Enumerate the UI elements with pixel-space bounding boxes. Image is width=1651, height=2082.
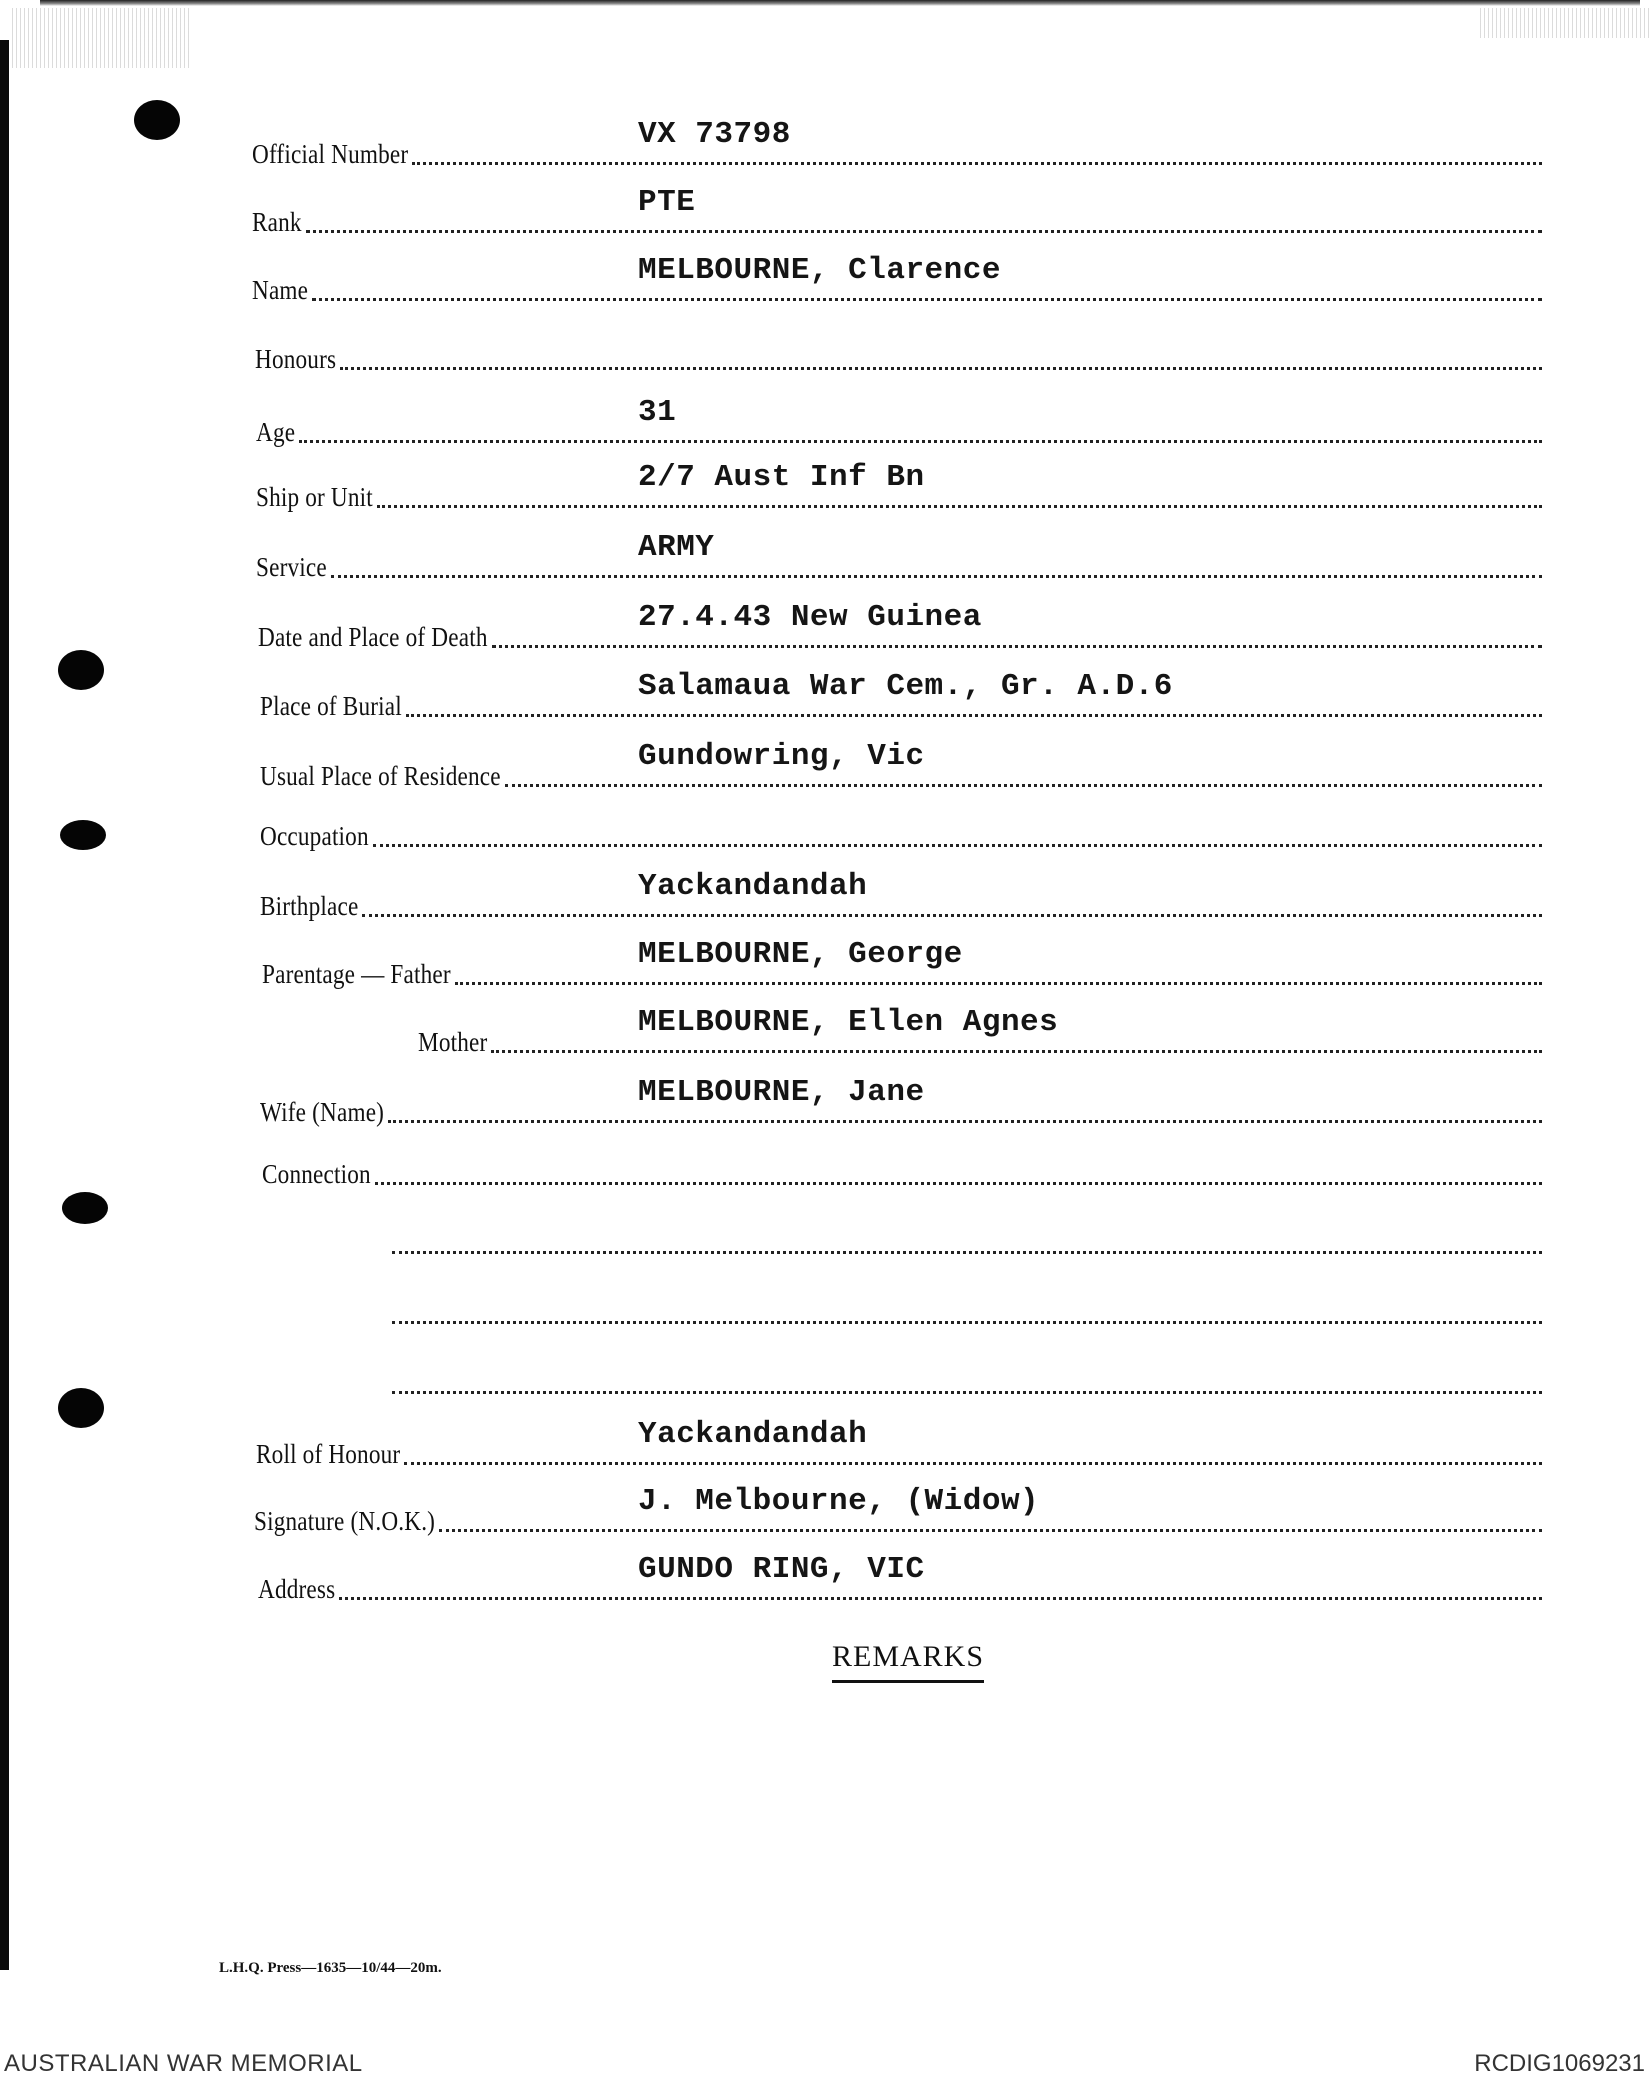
form-row: [0, 1075, 1651, 1127]
institution-label: AUSTRALIAN WAR MEMORIAL: [4, 2050, 363, 2077]
field-label: Place of Burial: [260, 691, 402, 721]
remarks-heading: REMARKS: [832, 1640, 984, 1683]
dotted-line: [362, 914, 1542, 917]
form-row: [0, 869, 1651, 921]
field-label: Rank: [252, 207, 302, 237]
field-value: Yackandandah: [638, 1417, 868, 1452]
field-value: GUNDO RING, VIC: [638, 1552, 925, 1587]
field-value: 27.4.43 New Guinea: [638, 600, 982, 635]
field-value: VX 73798: [638, 117, 791, 152]
scan-noise: [1480, 8, 1650, 38]
scan-noise: [12, 8, 192, 68]
dotted-line: [340, 367, 1542, 370]
form-row: [0, 344, 1651, 374]
form-row: [0, 1417, 1651, 1469]
field-label: Mother: [418, 1027, 488, 1057]
form-row: [0, 117, 1651, 169]
dotted-line: [306, 230, 1542, 233]
form-row: [0, 1484, 1651, 1536]
punch-hole: [60, 820, 106, 850]
field-value: J. Melbourne, (Widow): [638, 1484, 1040, 1519]
scan-edge-top: [40, 0, 1640, 6]
field-value: 31: [638, 395, 677, 430]
form-row: [0, 460, 1651, 512]
form-row: [0, 1005, 1651, 1057]
form-row: [0, 669, 1651, 721]
field-label: Age: [256, 417, 296, 447]
dotted-line: [406, 714, 1542, 717]
dotted-line: [388, 1120, 1542, 1123]
dotted-line: [377, 505, 1542, 508]
dotted-line: [299, 440, 1542, 443]
field-label: Roll of Honour: [256, 1439, 401, 1469]
field-label: Honours: [255, 344, 337, 374]
field-value: ARMY: [638, 530, 715, 565]
form-row: [0, 185, 1651, 237]
dotted-line: [312, 298, 1542, 301]
dotted-line: [392, 1321, 1542, 1324]
dotted-line: [392, 1391, 1542, 1394]
dotted-line: [412, 162, 1542, 165]
field-label: Official Number: [252, 139, 409, 169]
dotted-line: [505, 784, 1542, 787]
field-label: Connection: [262, 1159, 371, 1189]
dotted-line: [491, 1050, 1542, 1053]
form-row: [0, 739, 1651, 791]
field-label: Wife (Name): [260, 1097, 385, 1127]
form-row: [0, 600, 1651, 652]
field-value: Gundowring, Vic: [638, 739, 925, 774]
form-row: [0, 395, 1651, 447]
form-row: [0, 1324, 1651, 1325]
punch-hole: [58, 650, 104, 690]
field-label: Birthplace: [260, 891, 359, 921]
field-value: MELBOURNE, Jane: [638, 1075, 925, 1110]
dotted-line: [373, 844, 1542, 847]
dotted-line: [331, 575, 1542, 578]
field-value: PTE: [638, 185, 696, 220]
dotted-line: [404, 1462, 1542, 1465]
field-value: Yackandandah: [638, 869, 868, 904]
field-label: Name: [252, 275, 309, 305]
scan-edge-left: [0, 40, 9, 1970]
field-label: Occupation: [260, 821, 369, 851]
field-label: Parentage — Father: [262, 959, 451, 989]
field-value: MELBOURNE, Ellen Agnes: [638, 1005, 1059, 1040]
punch-hole: [62, 1192, 108, 1224]
field-value: MELBOURNE, Clarence: [638, 253, 1001, 288]
dotted-line: [375, 1182, 1542, 1185]
field-value: MELBOURNE, George: [638, 937, 963, 972]
form-row: [0, 1552, 1651, 1604]
dotted-line: [492, 645, 1542, 648]
punch-hole: [134, 100, 180, 140]
press-mark: L.H.Q. Press—1635—10/44—20m.: [219, 1960, 442, 1976]
dotted-line: [455, 982, 1542, 985]
form-row: [0, 821, 1651, 851]
field-label: Date and Place of Death: [258, 622, 488, 652]
dotted-line: [392, 1251, 1542, 1254]
field-label: Signature (N.O.K.): [254, 1506, 436, 1536]
field-label: Usual Place of Residence: [260, 761, 501, 791]
form-row: [0, 530, 1651, 582]
field-value: Salamaua War Cem., Gr. A.D.6: [638, 669, 1173, 704]
form-row: [0, 1394, 1651, 1395]
dotted-line: [339, 1597, 1542, 1600]
form-row: [0, 1159, 1651, 1189]
form-row: [0, 1254, 1651, 1255]
field-label: Service: [256, 552, 327, 582]
field-label: Address: [258, 1574, 336, 1604]
form-row: [0, 937, 1651, 989]
dotted-line: [439, 1529, 1542, 1532]
form-row: [0, 253, 1651, 305]
field-label: Ship or Unit: [256, 482, 373, 512]
record-id: RCDIG1069231: [1474, 2050, 1645, 2077]
field-value: 2/7 Aust Inf Bn: [638, 460, 925, 495]
